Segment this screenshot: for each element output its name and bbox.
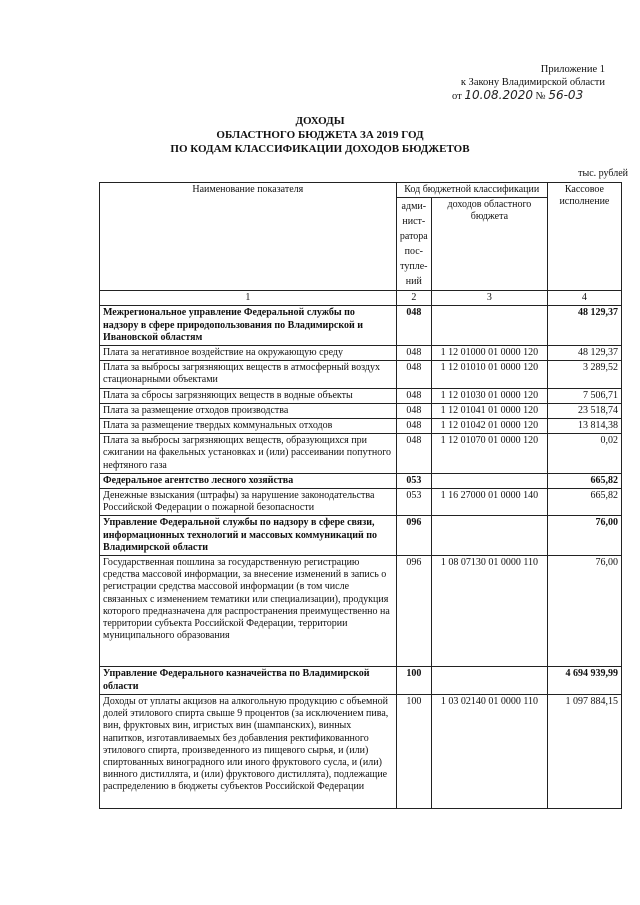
row-name: Управление Федерального казначейства по Владимирской области xyxy=(100,667,397,694)
appendix-block xyxy=(430,63,605,103)
row-income-code: 1 08 07130 01 0000 110 xyxy=(432,556,548,667)
row-name: Федеральное агентство лесного хозяйства xyxy=(100,473,397,488)
row-admin-code: 100 xyxy=(396,694,431,808)
row-name: Государственная пошлина за государственную регистрацию средства массовой информации, за внесение изменений в запись о регистрации средства массовой информации (в том числе связанных с изменением тематики или специализации), продукция которого предназначена для распространения преимущественно на территории субъекта Российской Федерации, территории муниципального образования xyxy=(100,556,397,667)
row-income-code: 1 12 01010 01 0000 120 xyxy=(432,361,548,388)
handwritten-date: 10.08.2020 xyxy=(464,88,534,102)
row-amount: 4 694 939,99 xyxy=(547,667,621,694)
row-name: Плата за сбросы загрязняющих веществ в водные объекты xyxy=(100,388,397,403)
appendix-line-1: Приложение 1 xyxy=(540,64,605,75)
row-amount: 665,82 xyxy=(547,489,621,516)
row-amount: 1 097 884,15 xyxy=(547,694,621,808)
appendix-date-line xyxy=(430,89,605,103)
row-amount: 48 129,37 xyxy=(547,306,621,346)
table-row xyxy=(100,434,622,474)
header-code-group: Код бюджетной классификации xyxy=(396,183,547,198)
row-admin-code: 048 xyxy=(396,419,431,434)
row-name: Плата за размещение твердых коммунальных отходов xyxy=(100,419,397,434)
row-name: Межрегиональное управление Федеральной службы по надзору в сфере природопользования по Владимирской и Ивановской областям xyxy=(100,306,397,346)
table-row xyxy=(100,667,622,694)
table-row xyxy=(100,694,622,808)
row-name: Плата за размещение отходов производства xyxy=(100,403,397,418)
table-row xyxy=(100,489,622,516)
handwritten-number: 56-03 xyxy=(548,88,584,102)
row-admin-code: 048 xyxy=(396,306,431,346)
title-line-1: ДОХОДЫ xyxy=(295,115,345,127)
row-admin-code: 096 xyxy=(396,516,431,556)
row-amount: 76,00 xyxy=(547,556,621,667)
appendix-line-2: к Закону Владимирской области xyxy=(460,77,605,88)
row-name: Плата за выбросы загрязняющих веществ в атмосферный воздух стационарными объектами xyxy=(100,361,397,388)
row-amount: 0,02 xyxy=(547,434,621,474)
row-admin-code: 048 xyxy=(396,403,431,418)
row-admin-code: 096 xyxy=(396,556,431,667)
income-table xyxy=(99,182,622,809)
row-admin-code: 053 xyxy=(396,473,431,488)
title-line-2: ОБЛАСТНОГО БЮДЖЕТА ЗА 2019 ГОД xyxy=(216,129,424,141)
row-name: Денежные взыскания (штрафы) за нарушение законодательства Российской Федерации о пожарной безопасности xyxy=(100,489,397,516)
row-amount: 665,82 xyxy=(547,473,621,488)
table-row xyxy=(100,516,622,556)
document-title xyxy=(0,114,640,156)
row-name: Плата за выбросы загрязняющих веществ, образующихся при сжигании на факельных установках и (или) рассеивании попутного нефтяного газа xyxy=(100,434,397,474)
row-admin-code: 048 xyxy=(396,361,431,388)
row-amount: 48 129,37 xyxy=(547,346,621,361)
row-admin-code: 100 xyxy=(396,667,431,694)
row-name: Управление Федеральной службы по надзору в сфере связи, информационных технологий и массовых коммуникаций по Владимирской области xyxy=(100,516,397,556)
row-amount: 13 814,38 xyxy=(547,419,621,434)
table-row xyxy=(100,388,622,403)
row-income-code xyxy=(432,473,548,488)
col-number-2: 2 xyxy=(396,291,431,306)
row-name: Доходы от уплаты акцизов на алкогольную продукцию с объемной долей этилового спирта свыше 9 процентов (за исключением пива, вин, фруктовых вин, игристых вин (шампанских), винных напитков, изготавливаемых без добавления ректификованного этилового спирта, произведенного из пищевого сырья, и (или) спиртованных виноградного или иного фруктового сусла, и (или) винного дистиллята, и (или) фруктового дистиллята), подлежащие распределению в бюджеты субъектов Российской Федерации xyxy=(100,694,397,808)
row-income-code: 1 12 01000 01 0000 120 xyxy=(432,346,548,361)
row-admin-code: 048 xyxy=(396,388,431,403)
units-label: тыс. рублей xyxy=(578,168,628,179)
row-income-code: 1 12 01041 01 0000 120 xyxy=(432,403,548,418)
col-number-3: 3 xyxy=(432,291,548,306)
header-cash: Кассовое исполнение xyxy=(547,183,621,291)
appendix-prefix: от xyxy=(452,91,462,102)
col-number-1: 1 xyxy=(100,291,397,306)
table-row xyxy=(100,361,622,388)
table-row xyxy=(100,473,622,488)
header-name: Наименование показателя xyxy=(100,183,397,291)
row-name: Плата за негативное воздействие на окружающую среду xyxy=(100,346,397,361)
row-admin-code: 048 xyxy=(396,434,431,474)
table-row xyxy=(100,556,622,667)
row-amount: 3 289,52 xyxy=(547,361,621,388)
row-income-code: 1 12 01070 01 0000 120 xyxy=(432,434,548,474)
row-income-code: 1 12 01030 01 0000 120 xyxy=(432,388,548,403)
row-amount: 76,00 xyxy=(547,516,621,556)
table-row xyxy=(100,306,622,346)
table-row xyxy=(100,346,622,361)
row-amount: 23 518,74 xyxy=(547,403,621,418)
row-income-code xyxy=(432,306,548,346)
row-income-code xyxy=(432,516,548,556)
row-income-code: 1 16 27000 01 0000 140 xyxy=(432,489,548,516)
row-admin-code: 048 xyxy=(396,346,431,361)
row-admin-code: 053 xyxy=(396,489,431,516)
table-row xyxy=(100,403,622,418)
row-income-code: 1 12 01042 01 0000 120 xyxy=(432,419,548,434)
row-amount: 7 506,71 xyxy=(547,388,621,403)
col-number-4: 4 xyxy=(547,291,621,306)
number-sign: № xyxy=(535,91,546,102)
title-line-3: ПО КОДАМ КЛАССИФИКАЦИИ ДОХОДОВ БЮДЖЕТОВ xyxy=(170,143,470,155)
row-income-code: 1 03 02140 01 0000 110 xyxy=(432,694,548,808)
header-admin: адми-нист-ратора пос-тупле-ний xyxy=(396,198,431,291)
table-row xyxy=(100,419,622,434)
row-income-code xyxy=(432,667,548,694)
header-income: доходов областного бюджета xyxy=(432,198,548,291)
